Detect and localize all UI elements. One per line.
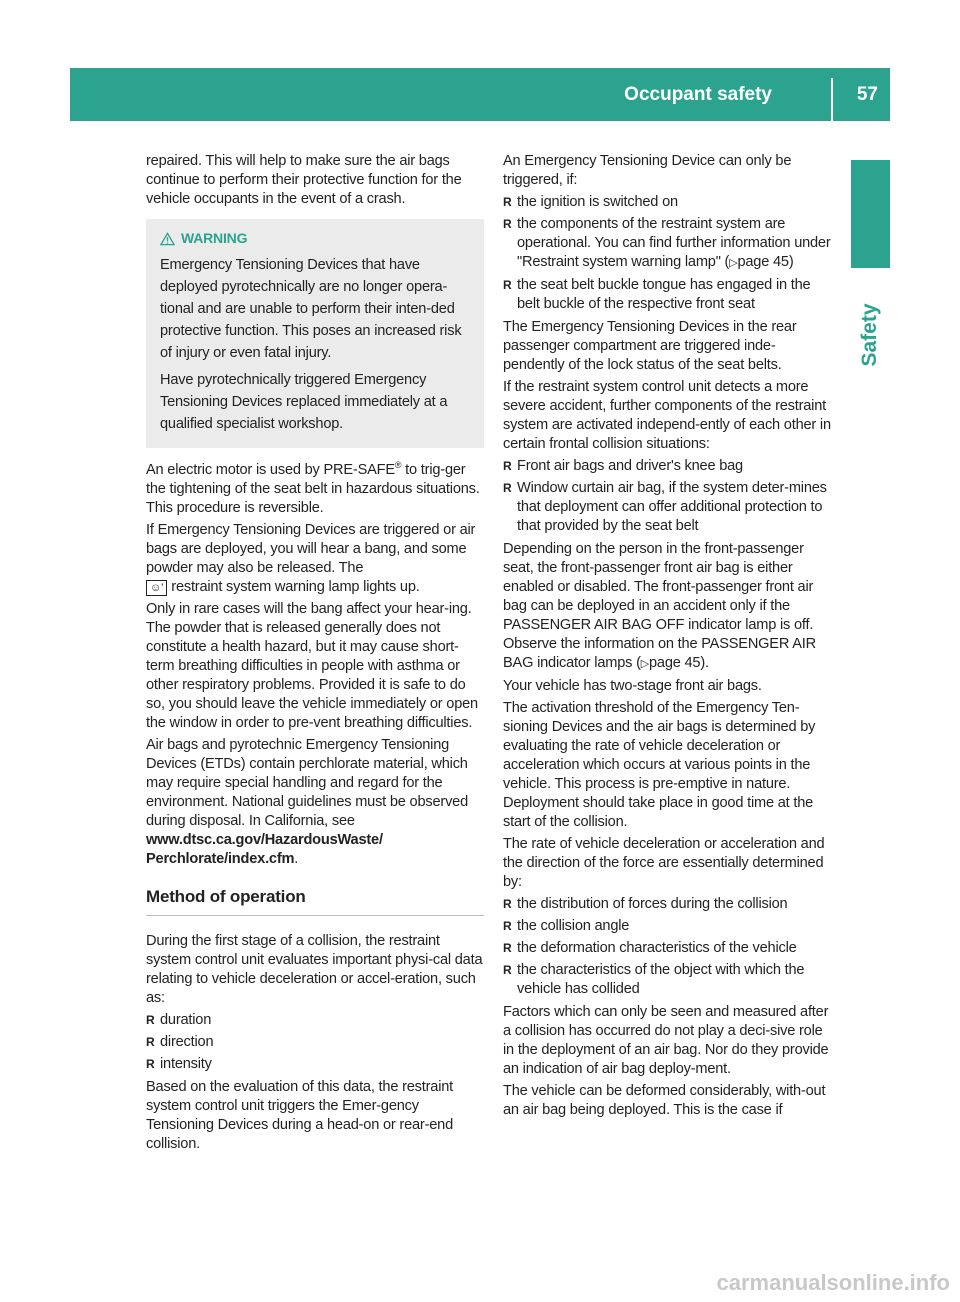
side-tab-block — [851, 160, 890, 268]
page-reference[interactable]: page 45). — [649, 655, 709, 671]
registered-mark: ® — [394, 460, 402, 470]
text: . — [294, 850, 299, 867]
side-tab-label: Safety — [858, 303, 881, 367]
bullet-list — [146, 1011, 484, 1074]
page-reference[interactable]: page 45) — [737, 254, 794, 270]
text: If Emergency Tensioning Devices are triggered or air bags are deployed, you will hear a bang, and some powder may also be released. The — [146, 521, 476, 576]
paragraph — [146, 736, 484, 869]
page-number: 57 — [856, 84, 878, 105]
right-column — [503, 152, 836, 1123]
triangle-right-icon: ▷ — [729, 257, 738, 269]
list-item: R the characteristics of the object with which the vehicle has collided — [503, 961, 836, 999]
list-item: R the seat belt buckle tongue has engaged in the belt buckle of the respective front seat — [503, 276, 836, 314]
header-separator — [831, 78, 833, 121]
paragraph: The vehicle can be deformed considerably, with-out an air bag being deployed. This is the case if — [503, 1083, 826, 1118]
text: Depending on the person in the front-passenger seat, the front-passenger front air bag is either enabled or disabled. The front-passenger front air bag can be deployed in an accident only if the PASSENGER AIR BAG OFF indicator lamp is off. Observe the information on the PASSENGER AIR BAG indicator lamps ( — [503, 541, 816, 671]
list-item: R direction — [146, 1033, 484, 1052]
paragraph — [146, 521, 484, 597]
section-heading: Method of operation — [146, 887, 484, 916]
bullet-list — [503, 457, 836, 536]
paragraph: An Emergency Tensioning Device can only be triggered, if: — [503, 153, 792, 188]
triangle-right-icon: ▷ — [640, 658, 649, 670]
paragraph: Factors which can only be seen and measured after a collision has occurred do not play a deci-sive role in the deployment of an air bag. Nor do they provide an indication of air bag deploy-ment. — [503, 1004, 829, 1077]
list-item: R the ignition is switched on — [503, 193, 836, 212]
text: to trig-ger the tightening of the seat belt in hazardous situations. This procedure is reversible. — [146, 461, 480, 516]
paragraph: Only in rare cases will the bang affect your hear-ing. The powder that is released generally does not constitute a health hazard, but it may cause short-term breathing difficulties in people with asthma or other respiratory problems. Provided it is safe to do so, you should leave the vehicle immediately or open the window in order to pre-vent breathing difficulties. — [146, 600, 478, 731]
list-item: R Window curtain air bag, if the system deter-mines that deployment can offer additional protection to that provided by the seat belt — [503, 479, 836, 536]
paragraph — [503, 540, 836, 674]
paragraph — [146, 456, 484, 518]
paragraph: The Emergency Tensioning Devices in the rear passenger compartment are triggered inde-pendently of the lock status of the seat belts. — [503, 319, 797, 373]
warning-text: Have pyrotechnically triggered Emergency Tensioning Devices replaced immediately at a qualified specialist workshop. — [160, 372, 448, 432]
paragraph: If the restraint system control unit detects a more severe accident, further components of the restraint system are activated independ-ently of each other in certain frontal collision situations: — [503, 379, 831, 452]
text: An electric motor is used by PRE-SAFE — [146, 461, 395, 478]
paragraph: Your vehicle has two-stage front air bags. — [503, 678, 762, 694]
warning-text: Emergency Tensioning Devices that have deployed pyrotechnically are no longer opera-tional and are unable to perform their inten-ded protective function. This poses an increased risk of injury or even fatal injury. — [160, 257, 462, 361]
text: restraint system warning lamp lights up. — [171, 578, 420, 595]
seated-person-airbag-icon: ☺’ — [146, 580, 167, 596]
list-item: R intensity — [146, 1055, 484, 1074]
bullet-list — [503, 193, 836, 314]
warning-triangle-icon — [160, 232, 175, 246]
list-item: R the distribution of forces during the collision — [503, 895, 836, 914]
list-item: R Front air bags and driver's knee bag — [503, 457, 836, 476]
link-url[interactable]: www.dtsc.ca.gov/HazardousWaste/ Perchlorate/index.cfm — [146, 831, 383, 867]
warning-box — [146, 219, 484, 448]
list-item: R the deformation characteristics of the vehicle — [503, 939, 836, 958]
paragraph: repaired. This will help to make sure the air bags continue to perform their protective function for the vehicle occupants in the event of a crash. — [146, 153, 462, 207]
bullet-list — [503, 895, 836, 999]
text: the components of the restraint system are operational. You can find further information under "Restraint system warning lamp" ( — [517, 216, 831, 270]
left-column — [146, 152, 484, 1157]
list-item: R duration — [146, 1011, 484, 1030]
watermark: carmanualsonline.info — [716, 1270, 950, 1295]
warning-label: WARNING — [181, 230, 248, 246]
paragraph: During the first stage of a collision, the restraint system control unit evaluates important physi-cal data relating to vehicle deceleration or accel-eration, such as: — [146, 932, 483, 1006]
list-item — [503, 215, 836, 273]
text: Air bags and pyrotechnic Emergency Tensioning Devices (ETDs) contain perchlorate material, which may require special handling and regard for the environment. National guidelines must be observed during disposal. In California, see — [146, 736, 468, 829]
list-item: R the collision angle — [503, 917, 836, 936]
paragraph: Based on the evaluation of this data, the restraint system control unit triggers the Emer-gency Tensioning Devices during a head-on or rear-end collision. — [146, 1078, 454, 1152]
header-bar — [70, 68, 890, 121]
warning-header — [160, 229, 476, 248]
paragraph: The rate of vehicle deceleration or acceleration and the direction of the force are essentially determined by: — [503, 836, 825, 890]
side-tab — [849, 290, 891, 380]
paragraph: The activation threshold of the Emergency Ten-sioning Devices and the air bags is determined by evaluating the rate of vehicle deceleration or acceleration which occurs at various points in the vehicle. This process is pre-emptive in nature. Deployment should take place in good time at the start of the collision. — [503, 700, 816, 830]
section-title: Occupant safety — [624, 84, 772, 105]
